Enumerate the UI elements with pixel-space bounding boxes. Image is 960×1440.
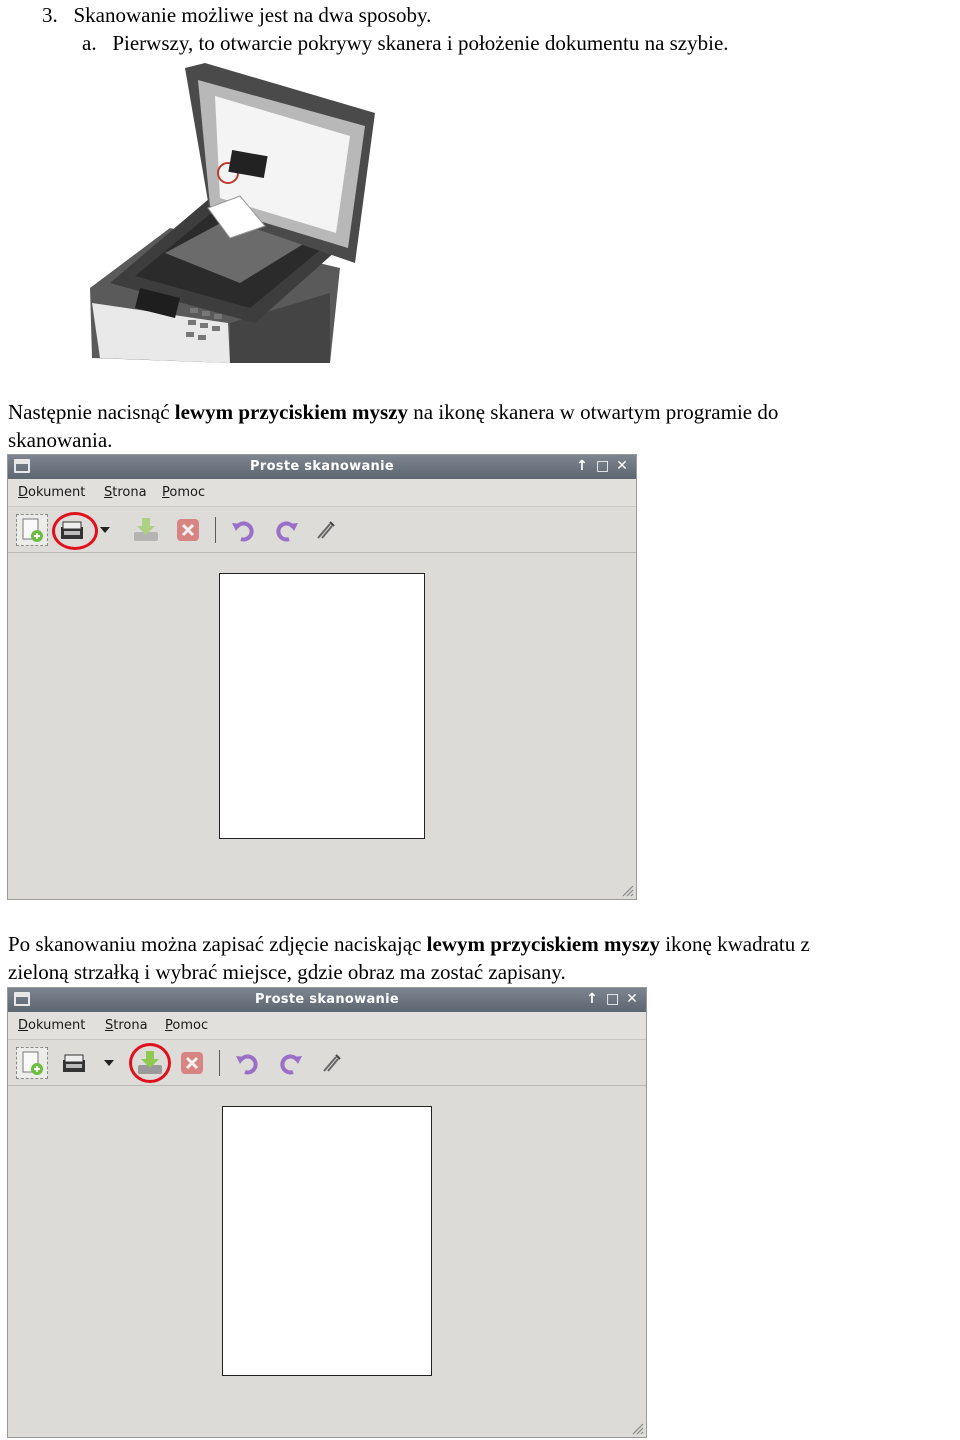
rotate-left-icon (231, 517, 257, 543)
rotate-right-icon (273, 517, 299, 543)
scan-button-highlight (52, 512, 98, 550)
window-close-button[interactable]: ✕ (626, 991, 638, 1007)
window-maximize-button[interactable]: □ (606, 991, 620, 1007)
toolbar-separator (219, 1050, 220, 1076)
paragraph-1-line-1 (8, 399, 778, 425)
substep-line (82, 30, 729, 56)
paragraph-1-bold: lewym przyciskiem myszy (174, 400, 409, 424)
menu-pomoc[interactable]: Pomoc (162, 485, 206, 500)
window-controls (576, 458, 628, 474)
window-title: Proste skanowanie (255, 992, 399, 1007)
paragraph-1-line-2: skanowania. (8, 428, 113, 452)
crop-button[interactable] (316, 1047, 348, 1079)
scan-dropdown-button[interactable] (94, 514, 116, 546)
new-document-icon (19, 517, 45, 543)
new-document-button[interactable] (16, 1047, 48, 1079)
resize-grip-icon[interactable] (630, 1421, 644, 1435)
paragraph-1-text-end: na ikonę skanera w otwartym programie do (408, 400, 779, 424)
window-close-button[interactable]: ✕ (616, 458, 628, 474)
crop-icon (314, 518, 338, 542)
menubar (8, 479, 636, 507)
paragraph-2-text: Po skanowaniu można zapisać zdjęcie naciskając (8, 932, 427, 956)
rotate-right-icon (277, 1050, 303, 1076)
paragraph-2-bold: lewym przyciskiem myszy (426, 932, 660, 956)
new-document-icon (19, 1050, 45, 1076)
resize-grip-icon[interactable] (620, 883, 634, 897)
toolbar (8, 507, 636, 553)
scanner-window-1 (7, 454, 637, 900)
dropdown-arrow-icon (99, 526, 111, 534)
rotate-left-button[interactable] (232, 1047, 264, 1079)
scan-icon (60, 1050, 88, 1076)
printer-illustration (80, 58, 380, 368)
substep-text: Pierwszy, to otwarcie pokrywy skanera i położenie dokumentu na szybie. (112, 31, 729, 55)
menu-strona[interactable]: Strona (105, 1018, 148, 1033)
rotate-right-button[interactable] (270, 514, 302, 546)
menubar (8, 1012, 646, 1040)
window-up-button[interactable]: ↑ (586, 991, 598, 1007)
stop-button[interactable] (176, 1047, 208, 1079)
scan-dropdown-button[interactable] (98, 1047, 120, 1079)
save-icon (132, 516, 160, 544)
menu-dokument[interactable]: Dokument (18, 1018, 86, 1033)
toolbar-separator (215, 517, 216, 543)
window-maximize-button[interactable]: □ (596, 458, 610, 474)
scan-preview-area (8, 553, 636, 899)
window-titlebar[interactable] (8, 988, 646, 1012)
scan-page-preview[interactable] (219, 573, 425, 839)
window-titlebar[interactable] (8, 455, 636, 479)
window-up-button[interactable]: ↑ (576, 458, 588, 474)
step-line (42, 2, 431, 28)
stop-button[interactable] (172, 514, 204, 546)
window-title: Proste skanowanie (250, 459, 394, 474)
menu-dokument[interactable]: Dokument (18, 485, 86, 500)
dropdown-arrow-icon (103, 1059, 115, 1067)
scan-button[interactable] (58, 1047, 90, 1079)
stop-icon (179, 1050, 205, 1076)
paragraph-2-text-end: ikonę kwadratu z (659, 932, 810, 956)
scan-page-preview[interactable] (222, 1106, 432, 1376)
crop-button[interactable] (310, 514, 342, 546)
step-number: 3. (42, 3, 58, 27)
new-document-button[interactable] (16, 514, 48, 546)
substep-letter: a. (82, 31, 97, 55)
scan-preview-area (8, 1086, 646, 1437)
rotate-left-button[interactable] (228, 514, 260, 546)
rotate-right-button[interactable] (274, 1047, 306, 1079)
step-text: Skanowanie możliwe jest na dwa sposoby. (73, 3, 432, 27)
toolbar (8, 1040, 646, 1086)
save-button-highlight (129, 1043, 171, 1083)
paragraph-2-line-2: zieloną strzałką i wybrać miejsce, gdzie obraz ma zostać zapisany. (8, 960, 566, 984)
stop-icon (175, 517, 201, 543)
menu-strona[interactable]: Strona (104, 485, 147, 500)
paragraph-2-line-1 (8, 931, 810, 957)
menu-pomoc[interactable]: Pomoc (165, 1018, 209, 1033)
rotate-left-icon (235, 1050, 261, 1076)
scanner-window-2 (7, 987, 647, 1438)
save-button[interactable] (130, 514, 162, 546)
paragraph-1-text: Następnie nacisnąć (8, 400, 175, 424)
window-controls (586, 991, 638, 1007)
crop-icon (320, 1051, 344, 1075)
